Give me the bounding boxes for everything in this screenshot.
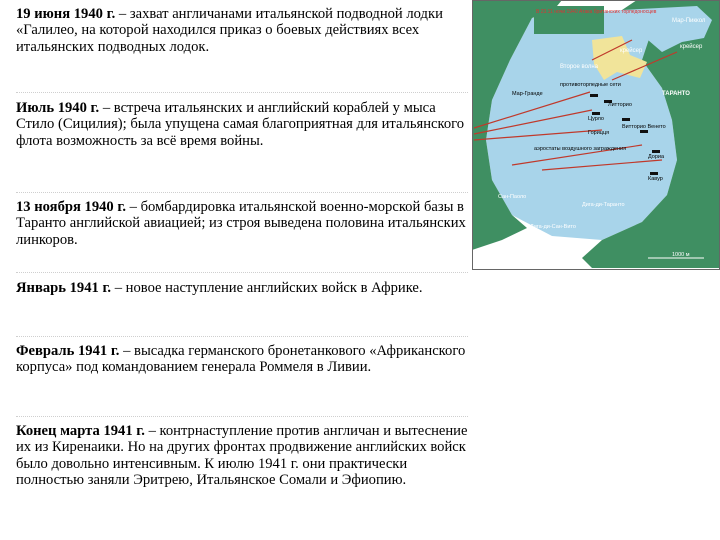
timeline-entry-galileo bbox=[16, 6, 468, 55]
timeline-entry-taranto bbox=[16, 199, 468, 248]
entry-text: – бомбардировка итальянской военно-морской базы в Таранто английской авиацией; из строя выведена половина итальянских линкоров. bbox=[16, 199, 466, 248]
ship-icon bbox=[652, 150, 660, 153]
divider bbox=[16, 336, 468, 337]
label-secondo: Второе волна bbox=[560, 64, 598, 70]
timeline-entry-march-1941 bbox=[16, 423, 468, 489]
label-kreiser: крейсер bbox=[620, 48, 643, 54]
ship-icon bbox=[640, 130, 648, 133]
entry-date: Февраль 1941 г. bbox=[16, 343, 120, 359]
label-kavur: Кавур bbox=[648, 176, 663, 182]
entry-text: – захват англичанами итальянской подводной лодки «Галилео, на которой находился приказ о боевых действиях всех итальянских подводных лодок. bbox=[16, 6, 443, 55]
entry-text: – новое наступление английских войск в Африке. bbox=[111, 280, 423, 296]
label-doria: Дориа bbox=[648, 154, 665, 160]
entry-text: – высадка германского бронетанкового «Африканского корпуса» под командованием генерала Роммеля в Ливии. bbox=[16, 343, 466, 376]
ship-icon bbox=[590, 94, 598, 97]
label-san-paolo: Сан-Паоло bbox=[498, 194, 527, 200]
label-taranto: ТАРАНТО bbox=[662, 91, 690, 97]
timeline-entry-january-1941 bbox=[16, 280, 423, 296]
entry-date: Июль 1940 г. bbox=[16, 100, 100, 116]
timeline-entry-stilo bbox=[16, 100, 468, 149]
legend-text: В 23.11 ночи 1940 Атака британских торпедоносцев bbox=[536, 9, 657, 15]
label-vitorio: Витторио Венето bbox=[622, 124, 666, 130]
label-littorio: Литторио bbox=[608, 102, 632, 108]
entry-date: 19 июня 1940 г. bbox=[16, 6, 116, 22]
timeline-entry-february-1941 bbox=[16, 343, 468, 376]
label-mar-grande: Мар-Гранде bbox=[512, 91, 543, 97]
ship-icon bbox=[622, 118, 630, 121]
label-mar-piccolo: Мар-Пиккол bbox=[672, 18, 706, 24]
entry-text: – встреча итальянских и английский кораблей у мыса Стило (Сицилия); была упущена самая благоприятная для итальянского флота возможность за всё время войны. bbox=[16, 100, 465, 149]
divider bbox=[16, 92, 468, 93]
ship-icon bbox=[592, 112, 600, 115]
label-gorizia: Горицця bbox=[588, 130, 610, 136]
label-zuilo: Цурло bbox=[588, 116, 604, 122]
divider bbox=[16, 416, 468, 417]
label-zagrazhd: аэростаты воздушного заграждения bbox=[534, 146, 627, 152]
entry-date: 13 ноября 1940 г. bbox=[16, 199, 126, 215]
label-kreiser-2: крейсер bbox=[680, 44, 703, 50]
label-diga-vito: Дига-ди-Сан-Вито bbox=[530, 224, 576, 230]
entry-date: Январь 1941 г. bbox=[16, 280, 112, 296]
divider bbox=[16, 192, 468, 193]
entry-date: Конец марта 1941 г. bbox=[16, 423, 145, 439]
label-diga-taranto: Дига-ди-Таранто bbox=[582, 202, 625, 208]
label-protiv: противоторпедные сети bbox=[560, 82, 621, 88]
divider bbox=[16, 272, 468, 273]
taranto-attack-map bbox=[472, 0, 720, 270]
label-scale: 1000 м bbox=[672, 252, 690, 258]
entry-text: – контрнаступление против англичан и вытеснение их из Киренаики. Но на других фронтах продвижение английских войск было довольно интенсивным. К июлю 1941 г. они практически полностью заняли Эритрею, Итальянское Сомали и Эфиопию. bbox=[16, 423, 468, 489]
ship-icon bbox=[650, 172, 658, 175]
